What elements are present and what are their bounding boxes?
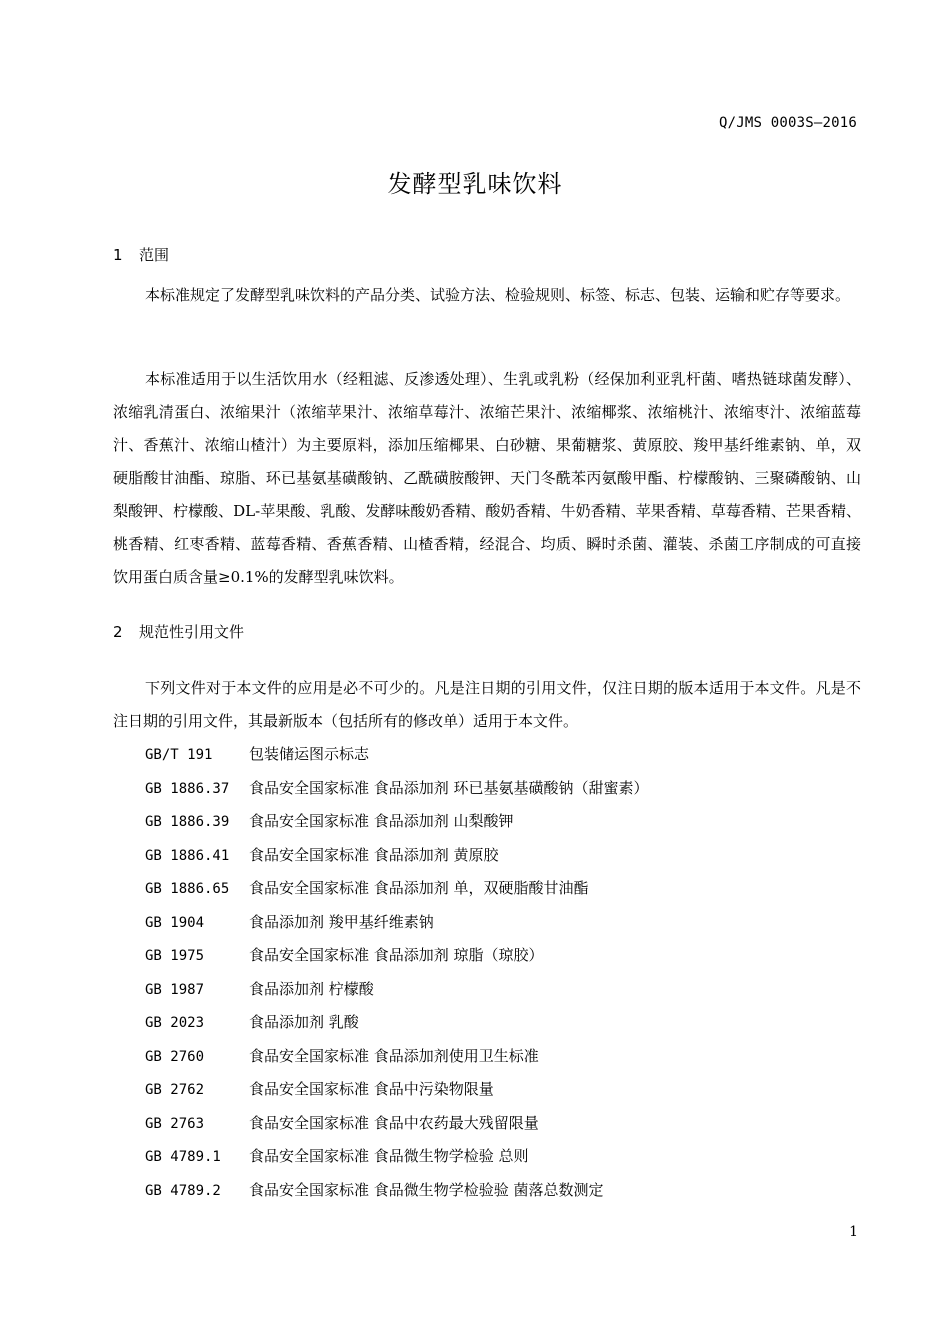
document-code: Q/JMS 0003S—2016 (718, 115, 857, 131)
reference-item (145, 1174, 865, 1208)
reference-title: 食品安全国家标准 食品微生物学检验验 菌落总数测定 (249, 1180, 604, 1199)
reference-title: 包装储运图示标志 (249, 745, 370, 763)
page-number: 1 (849, 1224, 858, 1240)
section-heading-normative-references (113, 621, 244, 642)
paragraph: 下列文件对于本文件的应用是必不可少的。凡是注日期的引用文件，仅注日期的版本适用于本文件。凡是不注日期的引用文件，其最新版本（包括所有的修改单）适用于本文件。 (113, 679, 861, 730)
reference-title: 食品安全国家标准 食品微生物学检验 总则 (249, 1147, 529, 1165)
reference-code: GB 1975 (145, 948, 205, 964)
reference-title: 食品安全国家标准 食品添加剂 环已基氨基磺酸钠（甜蜜素） (249, 778, 649, 797)
reference-item (145, 1107, 865, 1141)
reference-item (145, 1073, 865, 1107)
reference-code: GB 1886.41 (145, 847, 230, 864)
reference-code: GB 2023 (145, 1015, 205, 1031)
reference-code: GB 1886.65 (145, 881, 230, 897)
reference-code: GB 1987 (145, 981, 205, 998)
reference-code: GB 2760 (145, 1048, 205, 1065)
reference-title: 食品安全国家标准 食品添加剂 山梨酸钾 (249, 812, 514, 830)
reference-code: GB 4789.2 (145, 1182, 221, 1199)
reference-title: 食品安全国家标准 食品添加剂 琼脂（琼胶） (249, 946, 544, 964)
section-number: 2 (113, 623, 123, 641)
reference-code: GB 2763 (145, 1115, 205, 1132)
reference-title: 食品安全国家标准 食品中农药最大残留限量 (249, 1113, 539, 1132)
reference-list (145, 738, 865, 1207)
section-title: 范围 (139, 246, 170, 264)
reference-code: GB 2762 (145, 1082, 205, 1098)
reference-item (145, 805, 865, 839)
reference-title: 食品添加剂 柠檬酸 (249, 979, 374, 998)
reference-item (145, 872, 865, 906)
reference-item (145, 738, 865, 772)
reference-title: 食品安全国家标准 食品添加剂 黄原胶 (249, 845, 499, 864)
reference-item (145, 973, 865, 1007)
reference-title: 食品安全国家标准 食品添加剂使用卫生标准 (249, 1046, 539, 1065)
reference-title: 食品安全国家标准 食品中污染物限量 (249, 1080, 494, 1098)
section-heading-scope (113, 244, 169, 265)
reference-code: GB/T 191 (145, 747, 213, 763)
reference-code: GB 1886.37 (145, 780, 230, 797)
paragraph: 本标准适用于以生活饮用水（经粗滤、反渗透处理）、生乳或乳粉（经保加利亚乳杆菌、嗜热链球菌发酵）、浓缩乳清蛋白、浓缩果汁（浓缩苹果汁、浓缩草莓汁、浓缩芒果汁、浓缩椰浆、浓缩桃汁、浓缩枣汁、浓缩蓝莓汁、香蕉汁、浓缩山楂汁）为主要原料，添加压缩椰果、白砂糖、果葡糖浆、黄原胶、羧甲基纤维素钠、单，双硬脂酸甘油酯、琼脂、环已基氨基磺酸钠、乙酰磺胺酸钾、天门冬酰苯丙氨酸甲酯、柠檬酸钠、三聚磷酸钠、山梨酸钾、柠檬酸、DL-苹果酸、乳酸、发酵味酸奶香精、酸奶香精、牛奶香精、苹果香精、草莓香精、芒果香精、桃香精、红枣香精、蓝莓香精、香蕉香精、山楂香精，经混合、均质、瞬时杀菌、灌装、杀菌工序制成的可直接饮用蛋白质含量≥0.1%的发酵型乳味饮料。 (113, 370, 861, 586)
page-title: 发酵型乳味饮料 (387, 170, 563, 198)
reference-title: 食品添加剂 羧甲基纤维素钠 (249, 912, 434, 931)
reference-item (145, 839, 865, 873)
reference-code: GB 1886.39 (145, 814, 230, 830)
reference-item (145, 1140, 865, 1174)
reference-item (145, 772, 865, 806)
reference-item (145, 1040, 865, 1074)
paragraph: 本标准规定了发酵型乳味饮料的产品分类、试验方法、检验规则、标签、标志、包装、运输和贮存等要求。 (145, 286, 851, 304)
reference-item (145, 906, 865, 940)
reference-code: GB 4789.1 (145, 1149, 221, 1165)
reference-code: GB 1904 (145, 914, 205, 931)
section-number: 1 (113, 246, 123, 264)
section-title: 规范性引用文件 (139, 623, 245, 641)
reference-title: 食品安全国家标准 食品添加剂 单，双硬脂酸甘油酯 (249, 879, 589, 897)
reference-item (145, 1006, 865, 1040)
reference-title: 食品添加剂 乳酸 (249, 1013, 359, 1031)
reference-item (145, 939, 865, 973)
